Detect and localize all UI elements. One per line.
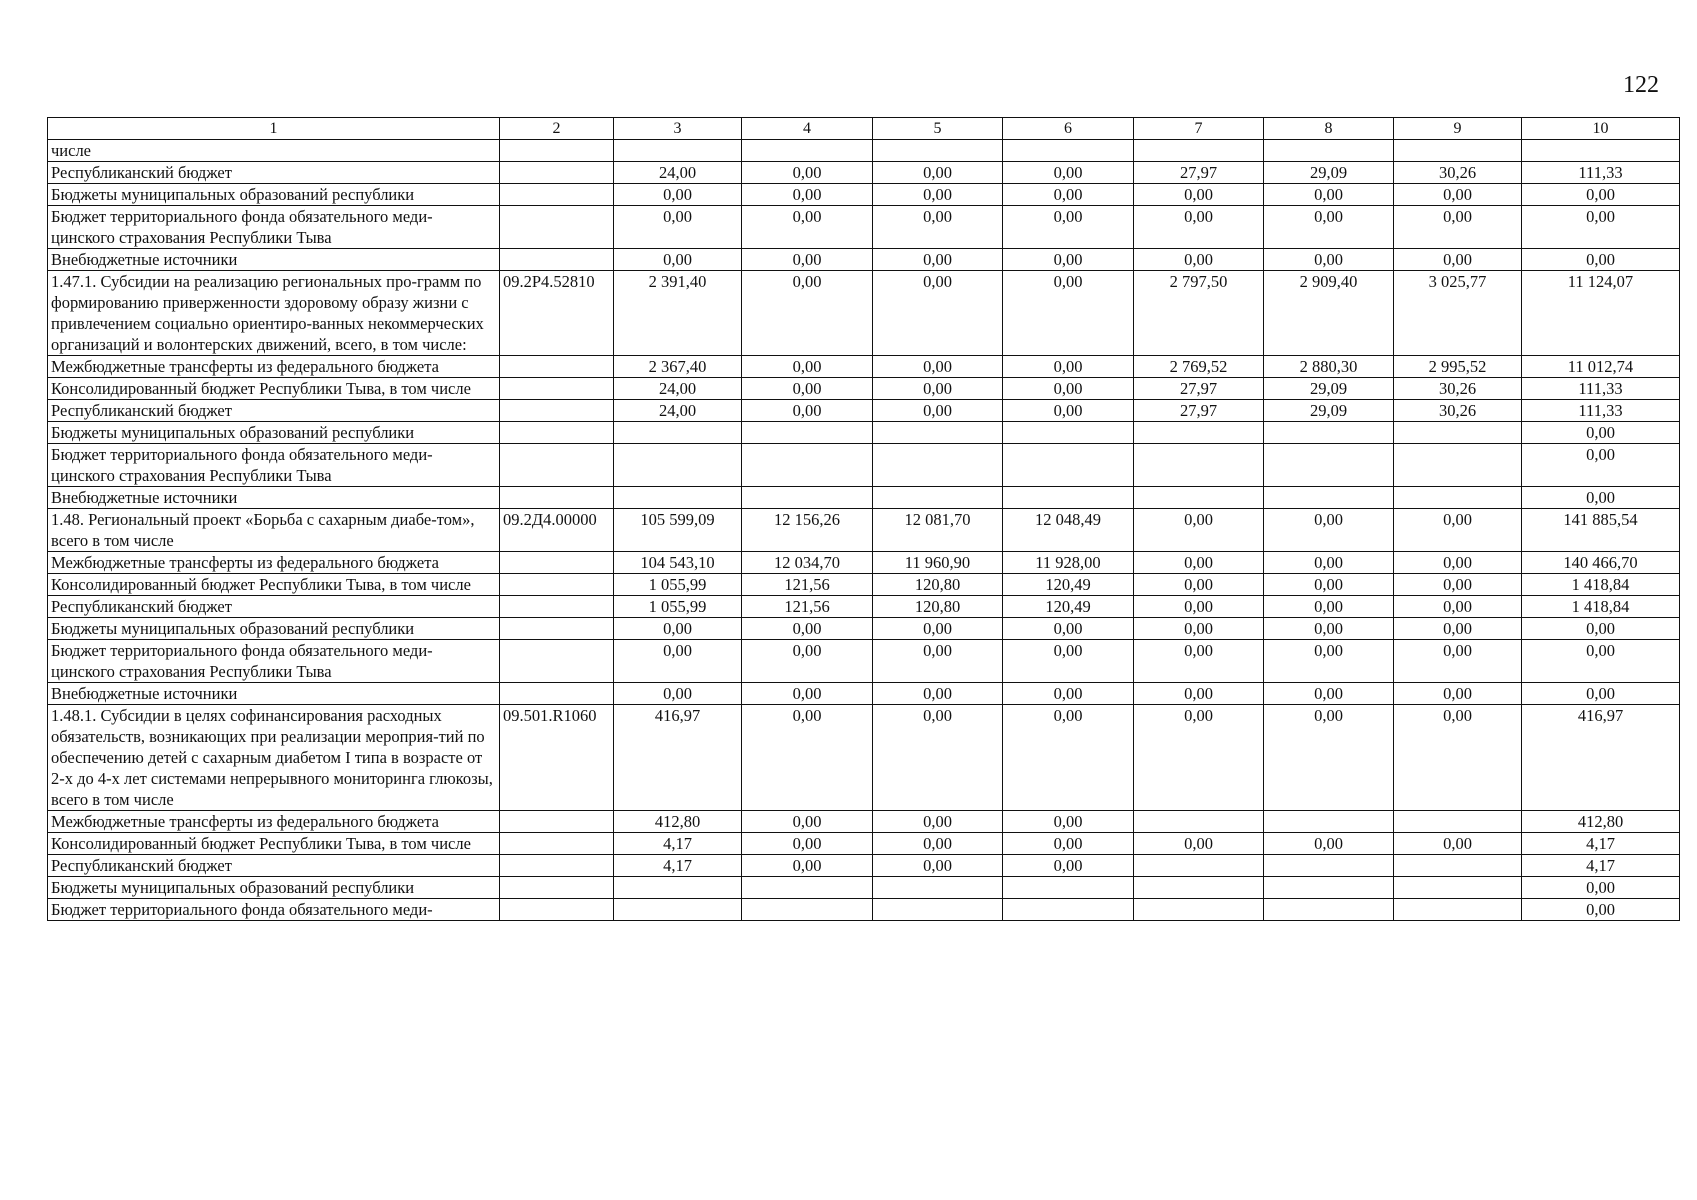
value-cell-col-9: 2 995,52	[1394, 356, 1522, 378]
row-code-cell	[500, 833, 614, 855]
table-row	[48, 356, 1680, 378]
value-cell-col-10: 0,00	[1522, 618, 1680, 640]
value-cell-col-10: 111,33	[1522, 162, 1680, 184]
value-cell-col-8: 0,00	[1264, 206, 1394, 249]
value-cell-col-4: 121,56	[742, 596, 873, 618]
row-code-cell: 09.501.R1060	[500, 705, 614, 811]
value-cell-col-9: 30,26	[1394, 378, 1522, 400]
value-cell-col-6	[1003, 444, 1134, 487]
value-cell-col-9: 0,00	[1394, 596, 1522, 618]
value-cell-col-5: 0,00	[873, 162, 1003, 184]
row-name-cell: Бюджет территориального фонда обязательного меди-цинского страхования Республики Тыва	[48, 206, 500, 249]
value-cell-col-6: 120,49	[1003, 596, 1134, 618]
value-cell-col-3: 24,00	[614, 378, 742, 400]
value-cell-col-4: 0,00	[742, 855, 873, 877]
value-cell-col-4: 0,00	[742, 206, 873, 249]
value-cell-col-5: 0,00	[873, 811, 1003, 833]
value-cell-col-6: 0,00	[1003, 683, 1134, 705]
value-cell-col-4	[742, 444, 873, 487]
row-name-cell: Бюджеты муниципальных образований республики	[48, 877, 500, 899]
value-cell-col-3: 0,00	[614, 618, 742, 640]
value-cell-col-6: 0,00	[1003, 400, 1134, 422]
table-row	[48, 509, 1680, 552]
value-cell-col-4	[742, 877, 873, 899]
row-code-cell	[500, 206, 614, 249]
value-cell-col-7: 0,00	[1134, 249, 1264, 271]
table-row	[48, 422, 1680, 444]
value-cell-col-3: 416,97	[614, 705, 742, 811]
value-cell-col-10: 0,00	[1522, 487, 1680, 509]
value-cell-col-5: 0,00	[873, 184, 1003, 206]
value-cell-col-4	[742, 422, 873, 444]
header-cell-3: 3	[614, 118, 742, 140]
value-cell-col-6: 0,00	[1003, 855, 1134, 877]
header-cell-1: 1	[48, 118, 500, 140]
value-cell-col-8	[1264, 140, 1394, 162]
table-row	[48, 206, 1680, 249]
row-code-cell	[500, 356, 614, 378]
value-cell-col-6: 0,00	[1003, 271, 1134, 356]
value-cell-col-3: 2 367,40	[614, 356, 742, 378]
value-cell-col-4: 0,00	[742, 705, 873, 811]
row-name-cell: Бюджет территориального фонда обязательного меди-	[48, 899, 500, 921]
value-cell-col-3: 0,00	[614, 640, 742, 683]
value-cell-col-3	[614, 487, 742, 509]
value-cell-col-8: 2 880,30	[1264, 356, 1394, 378]
value-cell-col-9: 0,00	[1394, 618, 1522, 640]
value-cell-col-10: 0,00	[1522, 206, 1680, 249]
value-cell-col-3	[614, 140, 742, 162]
value-cell-col-10: 4,17	[1522, 855, 1680, 877]
row-name-cell: Межбюджетные трансферты из федерального бюджета	[48, 811, 500, 833]
value-cell-col-10: 4,17	[1522, 833, 1680, 855]
value-cell-col-5: 0,00	[873, 378, 1003, 400]
value-cell-col-3: 24,00	[614, 162, 742, 184]
value-cell-col-7: 0,00	[1134, 640, 1264, 683]
header-cell-10: 10	[1522, 118, 1680, 140]
value-cell-col-6: 11 928,00	[1003, 552, 1134, 574]
value-cell-col-8	[1264, 811, 1394, 833]
header-cell-7: 7	[1134, 118, 1264, 140]
value-cell-col-5: 0,00	[873, 705, 1003, 811]
value-cell-col-4: 0,00	[742, 162, 873, 184]
value-cell-col-9: 0,00	[1394, 184, 1522, 206]
value-cell-col-8: 0,00	[1264, 184, 1394, 206]
value-cell-col-7	[1134, 877, 1264, 899]
value-cell-col-8: 29,09	[1264, 162, 1394, 184]
value-cell-col-5: 120,80	[873, 596, 1003, 618]
table-row	[48, 899, 1680, 921]
value-cell-col-8	[1264, 855, 1394, 877]
row-name-cell: Бюджеты муниципальных образований республики	[48, 184, 500, 206]
value-cell-col-7: 2 797,50	[1134, 271, 1264, 356]
value-cell-col-6	[1003, 899, 1134, 921]
table-row	[48, 444, 1680, 487]
value-cell-col-9: 0,00	[1394, 833, 1522, 855]
value-cell-col-9: 3 025,77	[1394, 271, 1522, 356]
row-name-cell: Республиканский бюджет	[48, 400, 500, 422]
table-row	[48, 400, 1680, 422]
value-cell-col-10: 11 012,74	[1522, 356, 1680, 378]
value-cell-col-8: 0,00	[1264, 596, 1394, 618]
value-cell-col-6: 0,00	[1003, 378, 1134, 400]
value-cell-col-10	[1522, 140, 1680, 162]
value-cell-col-8: 29,09	[1264, 400, 1394, 422]
row-name-cell: Бюджеты муниципальных образований республики	[48, 618, 500, 640]
page-number: 122	[1623, 72, 1659, 98]
value-cell-col-9	[1394, 877, 1522, 899]
row-code-cell	[500, 899, 614, 921]
row-name-cell: Консолидированный бюджет Республики Тыва, в том числе	[48, 833, 500, 855]
value-cell-col-3: 412,80	[614, 811, 742, 833]
table-row	[48, 140, 1680, 162]
row-name-cell: 1.48. Региональный проект «Борьба с сахарным диабе-том», всего в том числе	[48, 509, 500, 552]
value-cell-col-3: 1 055,99	[614, 596, 742, 618]
value-cell-col-3: 104 543,10	[614, 552, 742, 574]
row-name-cell: Бюджет территориального фонда обязательного меди-цинского страхования Республики Тыва	[48, 640, 500, 683]
value-cell-col-6	[1003, 422, 1134, 444]
value-cell-col-3: 2 391,40	[614, 271, 742, 356]
value-cell-col-9	[1394, 140, 1522, 162]
value-cell-col-7: 0,00	[1134, 705, 1264, 811]
value-cell-col-8	[1264, 899, 1394, 921]
value-cell-col-4: 0,00	[742, 378, 873, 400]
value-cell-col-10: 416,97	[1522, 705, 1680, 811]
table-row	[48, 855, 1680, 877]
value-cell-col-9	[1394, 855, 1522, 877]
table-row	[48, 596, 1680, 618]
value-cell-col-10: 0,00	[1522, 877, 1680, 899]
value-cell-col-5: 0,00	[873, 683, 1003, 705]
value-cell-col-10: 412,80	[1522, 811, 1680, 833]
value-cell-col-9	[1394, 487, 1522, 509]
value-cell-col-10: 1 418,84	[1522, 574, 1680, 596]
row-name-cell: Республиканский бюджет	[48, 596, 500, 618]
value-cell-col-5: 0,00	[873, 400, 1003, 422]
table-row	[48, 877, 1680, 899]
value-cell-col-9: 0,00	[1394, 705, 1522, 811]
value-cell-col-3: 0,00	[614, 683, 742, 705]
value-cell-col-8	[1264, 422, 1394, 444]
value-cell-col-3: 0,00	[614, 184, 742, 206]
value-cell-col-10: 111,33	[1522, 400, 1680, 422]
row-code-cell	[500, 877, 614, 899]
value-cell-col-4	[742, 140, 873, 162]
value-cell-col-8: 0,00	[1264, 574, 1394, 596]
row-name-cell: Внебюджетные источники	[48, 683, 500, 705]
value-cell-col-5	[873, 899, 1003, 921]
value-cell-col-8: 0,00	[1264, 552, 1394, 574]
row-code-cell	[500, 552, 614, 574]
row-name-cell: числе	[48, 140, 500, 162]
row-code-cell	[500, 400, 614, 422]
value-cell-col-5: 120,80	[873, 574, 1003, 596]
table-row	[48, 574, 1680, 596]
row-name-cell: Республиканский бюджет	[48, 162, 500, 184]
value-cell-col-9	[1394, 422, 1522, 444]
value-cell-col-9: 30,26	[1394, 400, 1522, 422]
row-name-cell: Межбюджетные трансферты из федерального бюджета	[48, 356, 500, 378]
value-cell-col-8: 29,09	[1264, 378, 1394, 400]
value-cell-col-7: 0,00	[1134, 618, 1264, 640]
value-cell-col-8	[1264, 444, 1394, 487]
value-cell-col-10: 0,00	[1522, 640, 1680, 683]
value-cell-col-7	[1134, 422, 1264, 444]
value-cell-col-8: 0,00	[1264, 249, 1394, 271]
value-cell-col-8: 0,00	[1264, 640, 1394, 683]
value-cell-col-9: 0,00	[1394, 206, 1522, 249]
value-cell-col-3: 105 599,09	[614, 509, 742, 552]
row-name-cell: Бюджеты муниципальных образований республики	[48, 422, 500, 444]
value-cell-col-6: 0,00	[1003, 705, 1134, 811]
value-cell-col-5: 0,00	[873, 833, 1003, 855]
value-cell-col-5: 0,00	[873, 206, 1003, 249]
value-cell-col-7: 2 769,52	[1134, 356, 1264, 378]
value-cell-col-10: 111,33	[1522, 378, 1680, 400]
value-cell-col-5	[873, 140, 1003, 162]
value-cell-col-9: 0,00	[1394, 509, 1522, 552]
table-row	[48, 162, 1680, 184]
row-name-cell: Внебюджетные источники	[48, 249, 500, 271]
value-cell-col-4: 0,00	[742, 271, 873, 356]
table-row	[48, 552, 1680, 574]
value-cell-col-6: 0,00	[1003, 249, 1134, 271]
value-cell-col-7: 0,00	[1134, 509, 1264, 552]
value-cell-col-8: 0,00	[1264, 705, 1394, 811]
value-cell-col-6: 120,49	[1003, 574, 1134, 596]
value-cell-col-7: 0,00	[1134, 206, 1264, 249]
value-cell-col-4: 12 034,70	[742, 552, 873, 574]
row-name-cell: Консолидированный бюджет Республики Тыва, в том числе	[48, 378, 500, 400]
value-cell-col-4	[742, 899, 873, 921]
value-cell-col-3: 4,17	[614, 833, 742, 855]
value-cell-col-4: 0,00	[742, 618, 873, 640]
value-cell-col-9	[1394, 899, 1522, 921]
row-code-cell	[500, 444, 614, 487]
table-row	[48, 487, 1680, 509]
header-cell-4: 4	[742, 118, 873, 140]
budget-table	[47, 117, 1680, 921]
row-code-cell	[500, 487, 614, 509]
value-cell-col-6: 0,00	[1003, 618, 1134, 640]
value-cell-col-9: 0,00	[1394, 640, 1522, 683]
value-cell-col-3: 1 055,99	[614, 574, 742, 596]
value-cell-col-5	[873, 422, 1003, 444]
value-cell-col-10: 11 124,07	[1522, 271, 1680, 356]
value-cell-col-7: 0,00	[1134, 596, 1264, 618]
column-number-header	[48, 118, 1680, 140]
value-cell-col-4: 0,00	[742, 356, 873, 378]
value-cell-col-7: 0,00	[1134, 683, 1264, 705]
value-cell-col-9: 0,00	[1394, 574, 1522, 596]
value-cell-col-5: 0,00	[873, 618, 1003, 640]
value-cell-col-4: 0,00	[742, 400, 873, 422]
row-code-cell	[500, 640, 614, 683]
value-cell-col-4: 12 156,26	[742, 509, 873, 552]
value-cell-col-7: 0,00	[1134, 833, 1264, 855]
row-name-cell: Межбюджетные трансферты из федерального бюджета	[48, 552, 500, 574]
value-cell-col-6: 0,00	[1003, 206, 1134, 249]
value-cell-col-9: 30,26	[1394, 162, 1522, 184]
table-row	[48, 271, 1680, 356]
table-row	[48, 184, 1680, 206]
value-cell-col-6: 0,00	[1003, 640, 1134, 683]
table-row	[48, 618, 1680, 640]
value-cell-col-6: 0,00	[1003, 162, 1134, 184]
value-cell-col-6	[1003, 140, 1134, 162]
row-code-cell	[500, 249, 614, 271]
value-cell-col-3: 0,00	[614, 249, 742, 271]
row-code-cell	[500, 140, 614, 162]
row-code-cell	[500, 855, 614, 877]
value-cell-col-7	[1134, 444, 1264, 487]
value-cell-col-6: 0,00	[1003, 833, 1134, 855]
value-cell-col-5: 0,00	[873, 249, 1003, 271]
row-name-cell: 1.48.1. Субсидии в целях софинансирования расходных обязательств, возникающих при реализации мероприя-тий по обеспечению детей с сахарным диабетом I типа в возрасте от 2-х до 4-х лет системами непрерывного мониторинга глюкозы, всего в том числе	[48, 705, 500, 811]
value-cell-col-7: 27,97	[1134, 162, 1264, 184]
value-cell-col-3	[614, 899, 742, 921]
row-code-cell	[500, 162, 614, 184]
value-cell-col-5	[873, 487, 1003, 509]
value-cell-col-7	[1134, 811, 1264, 833]
value-cell-col-8: 0,00	[1264, 833, 1394, 855]
row-name-cell: 1.47.1. Субсидии на реализацию региональных про-грамм по формированию приверженности здоровому образу жизни с привлечением социально ориентиро-ванных некоммерческих организаций и волонтерских движений, всего, в том числе:	[48, 271, 500, 356]
value-cell-col-4: 0,00	[742, 640, 873, 683]
header-cell-9: 9	[1394, 118, 1522, 140]
value-cell-col-9: 0,00	[1394, 249, 1522, 271]
value-cell-col-3	[614, 877, 742, 899]
value-cell-col-10: 141 885,54	[1522, 509, 1680, 552]
value-cell-col-7: 0,00	[1134, 184, 1264, 206]
value-cell-col-7: 0,00	[1134, 552, 1264, 574]
value-cell-col-6: 0,00	[1003, 356, 1134, 378]
value-cell-col-9: 0,00	[1394, 552, 1522, 574]
value-cell-col-5: 0,00	[873, 271, 1003, 356]
table-row	[48, 811, 1680, 833]
header-cell-6: 6	[1003, 118, 1134, 140]
table-row	[48, 833, 1680, 855]
value-cell-col-6: 12 048,49	[1003, 509, 1134, 552]
value-cell-col-8: 0,00	[1264, 509, 1394, 552]
value-cell-col-7: 0,00	[1134, 574, 1264, 596]
value-cell-col-10: 0,00	[1522, 249, 1680, 271]
value-cell-col-6	[1003, 487, 1134, 509]
value-cell-col-8: 0,00	[1264, 618, 1394, 640]
table-body	[48, 140, 1680, 921]
value-cell-col-8: 2 909,40	[1264, 271, 1394, 356]
value-cell-col-7	[1134, 899, 1264, 921]
table-row	[48, 705, 1680, 811]
value-cell-col-7	[1134, 140, 1264, 162]
header-cell-5: 5	[873, 118, 1003, 140]
row-code-cell	[500, 574, 614, 596]
row-code-cell	[500, 596, 614, 618]
value-cell-col-10: 140 466,70	[1522, 552, 1680, 574]
row-code-cell	[500, 683, 614, 705]
value-cell-col-9	[1394, 811, 1522, 833]
row-code-cell	[500, 378, 614, 400]
header-cell-2: 2	[500, 118, 614, 140]
row-code-cell	[500, 811, 614, 833]
value-cell-col-5: 0,00	[873, 356, 1003, 378]
value-cell-col-5	[873, 877, 1003, 899]
row-name-cell: Внебюджетные источники	[48, 487, 500, 509]
value-cell-col-6	[1003, 877, 1134, 899]
row-code-cell: 09.2Д4.00000	[500, 509, 614, 552]
value-cell-col-10: 1 418,84	[1522, 596, 1680, 618]
value-cell-col-10: 0,00	[1522, 899, 1680, 921]
value-cell-col-5	[873, 444, 1003, 487]
value-cell-col-7: 27,97	[1134, 378, 1264, 400]
value-cell-col-8	[1264, 487, 1394, 509]
table-row	[48, 378, 1680, 400]
row-code-cell	[500, 618, 614, 640]
value-cell-col-5: 12 081,70	[873, 509, 1003, 552]
value-cell-col-10: 0,00	[1522, 444, 1680, 487]
value-cell-col-3: 24,00	[614, 400, 742, 422]
value-cell-col-3	[614, 444, 742, 487]
row-name-cell: Консолидированный бюджет Республики Тыва, в том числе	[48, 574, 500, 596]
value-cell-col-4: 0,00	[742, 811, 873, 833]
value-cell-col-7	[1134, 487, 1264, 509]
value-cell-col-10: 0,00	[1522, 422, 1680, 444]
header-cell-8: 8	[1264, 118, 1394, 140]
value-cell-col-6: 0,00	[1003, 811, 1134, 833]
row-code-cell	[500, 422, 614, 444]
value-cell-col-10: 0,00	[1522, 683, 1680, 705]
value-cell-col-3	[614, 422, 742, 444]
value-cell-col-8	[1264, 877, 1394, 899]
table-row	[48, 683, 1680, 705]
value-cell-col-7	[1134, 855, 1264, 877]
table-row	[48, 249, 1680, 271]
value-cell-col-4: 0,00	[742, 249, 873, 271]
value-cell-col-4: 0,00	[742, 833, 873, 855]
row-code-cell: 09.2Р4.52810	[500, 271, 614, 356]
value-cell-col-5: 0,00	[873, 855, 1003, 877]
row-name-cell: Республиканский бюджет	[48, 855, 500, 877]
value-cell-col-7: 27,97	[1134, 400, 1264, 422]
value-cell-col-9	[1394, 444, 1522, 487]
value-cell-col-5: 0,00	[873, 640, 1003, 683]
value-cell-col-5: 11 960,90	[873, 552, 1003, 574]
value-cell-col-4: 0,00	[742, 184, 873, 206]
value-cell-col-9: 0,00	[1394, 683, 1522, 705]
row-code-cell	[500, 184, 614, 206]
table-row	[48, 640, 1680, 683]
value-cell-col-8: 0,00	[1264, 683, 1394, 705]
value-cell-col-3: 0,00	[614, 206, 742, 249]
value-cell-col-3: 4,17	[614, 855, 742, 877]
row-name-cell: Бюджет территориального фонда обязательного меди-цинского страхования Республики Тыва	[48, 444, 500, 487]
value-cell-col-10: 0,00	[1522, 184, 1680, 206]
value-cell-col-4: 121,56	[742, 574, 873, 596]
value-cell-col-4: 0,00	[742, 683, 873, 705]
value-cell-col-4	[742, 487, 873, 509]
value-cell-col-6: 0,00	[1003, 184, 1134, 206]
